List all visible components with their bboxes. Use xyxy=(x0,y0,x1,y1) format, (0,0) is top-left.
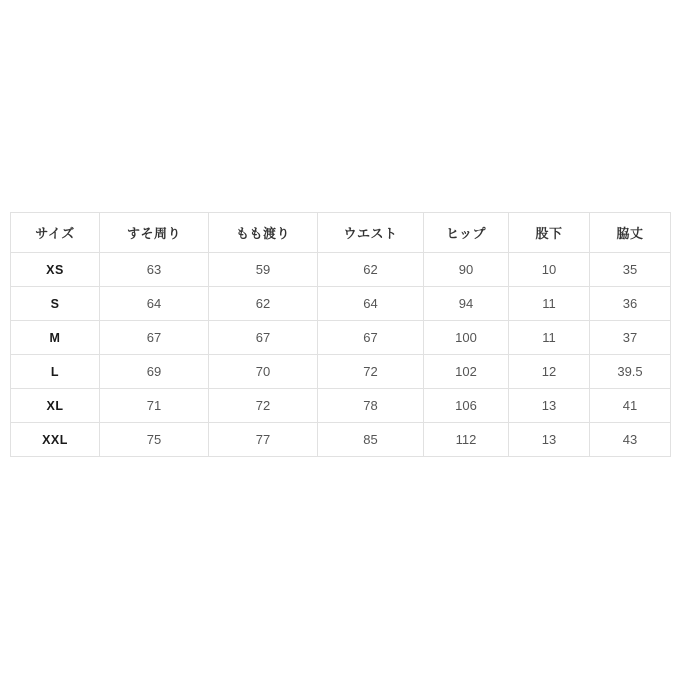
cell-value: 100 xyxy=(424,321,509,355)
table-row-m xyxy=(11,321,671,355)
size-chart-container xyxy=(10,212,670,457)
size-label: S xyxy=(11,287,100,321)
cell-value: 36 xyxy=(590,287,671,321)
cell-value: 64 xyxy=(318,287,424,321)
size-label: XL xyxy=(11,389,100,423)
table-row-xs xyxy=(11,253,671,287)
cell-value: 13 xyxy=(509,423,590,457)
cell-value: 37 xyxy=(590,321,671,355)
table-row-xxl xyxy=(11,423,671,457)
cell-value: 62 xyxy=(318,253,424,287)
table-body xyxy=(11,253,671,457)
column-header-size: サイズ xyxy=(11,213,100,253)
cell-value: 94 xyxy=(424,287,509,321)
cell-value: 11 xyxy=(509,287,590,321)
column-header-hip: ヒップ xyxy=(424,213,509,253)
column-header-inseam: 股下 xyxy=(509,213,590,253)
size-chart-table xyxy=(10,212,671,457)
cell-value: 43 xyxy=(590,423,671,457)
cell-value: 12 xyxy=(509,355,590,389)
table-row-l xyxy=(11,355,671,389)
cell-value: 106 xyxy=(424,389,509,423)
cell-value: 63 xyxy=(100,253,209,287)
size-label: XS xyxy=(11,253,100,287)
cell-value: 75 xyxy=(100,423,209,457)
table-row-s xyxy=(11,287,671,321)
column-header-hem: すそ周り xyxy=(100,213,209,253)
column-header-thigh: もも渡り xyxy=(209,213,318,253)
column-header-waist: ウエスト xyxy=(318,213,424,253)
cell-value: 59 xyxy=(209,253,318,287)
table-row-xl xyxy=(11,389,671,423)
cell-value: 69 xyxy=(100,355,209,389)
cell-value: 64 xyxy=(100,287,209,321)
cell-value: 41 xyxy=(590,389,671,423)
cell-value: 13 xyxy=(509,389,590,423)
column-header-side: 脇丈 xyxy=(590,213,671,253)
cell-value: 11 xyxy=(509,321,590,355)
size-label: L xyxy=(11,355,100,389)
cell-value: 62 xyxy=(209,287,318,321)
cell-value: 112 xyxy=(424,423,509,457)
cell-value: 67 xyxy=(100,321,209,355)
cell-value: 39.5 xyxy=(590,355,671,389)
cell-value: 77 xyxy=(209,423,318,457)
cell-value: 72 xyxy=(209,389,318,423)
size-label: M xyxy=(11,321,100,355)
cell-value: 35 xyxy=(590,253,671,287)
cell-value: 70 xyxy=(209,355,318,389)
cell-value: 67 xyxy=(318,321,424,355)
cell-value: 67 xyxy=(209,321,318,355)
cell-value: 90 xyxy=(424,253,509,287)
cell-value: 85 xyxy=(318,423,424,457)
cell-value: 78 xyxy=(318,389,424,423)
table-header-row xyxy=(11,213,671,253)
cell-value: 102 xyxy=(424,355,509,389)
cell-value: 10 xyxy=(509,253,590,287)
size-label: XXL xyxy=(11,423,100,457)
cell-value: 71 xyxy=(100,389,209,423)
cell-value: 72 xyxy=(318,355,424,389)
